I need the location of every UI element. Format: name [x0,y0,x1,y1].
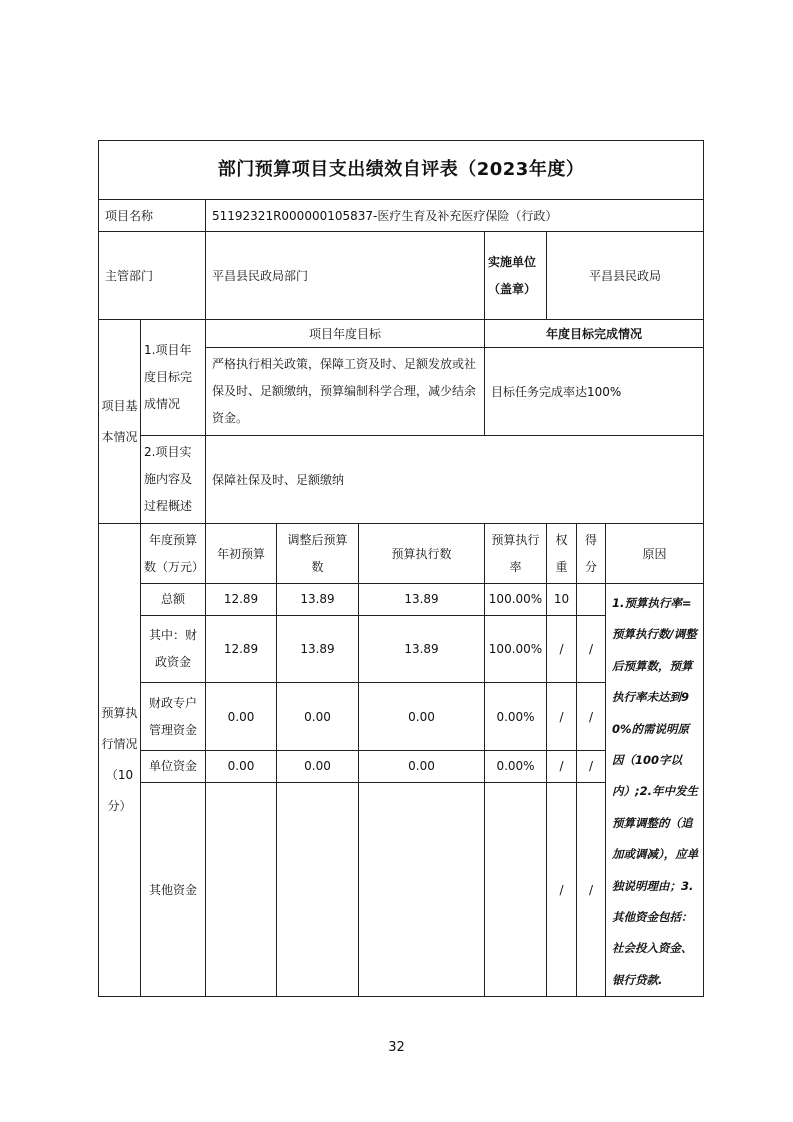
row-label-fiscal: 其中：财政资金 [141,615,206,683]
content-label: 2.项目实施内容及过程概述 [141,436,206,524]
header-executed: 预算执行数 [359,524,485,584]
other-weight: / [547,782,577,997]
target-text: 严格执行相关政策，保障工资及时、足额发放或社保及时、足额缴纳，预算编制科学合理，减少结余资金。 [206,348,485,436]
fiscal-executed: 13.89 [359,615,485,683]
header-weight: 权重 [547,524,577,584]
unit-weight: / [547,751,577,783]
content-text: 保障社保及时、足额缴纳 [206,436,704,524]
special-weight: / [547,683,577,751]
budget-section-label: 预算执行情况（10分） [99,524,141,997]
project-name-value: 51192321R000000105837-医疗生育及补充医疗保险（行政） [206,200,704,232]
other-executed [359,782,485,997]
page-number: 32 [388,1040,405,1055]
basic-section-label: 项目基本情况 [99,320,141,524]
unit-adjusted: 0.00 [277,751,359,783]
fiscal-score: / [577,615,606,683]
project-name-label: 项目名称 [99,200,206,232]
fiscal-adjusted: 13.89 [277,615,359,683]
impl-unit-value: 平昌县民政局 [547,232,704,320]
row-label-other: 其他资金 [141,782,206,997]
fiscal-weight: / [547,615,577,683]
total-score [577,584,606,616]
special-executed: 0.00 [359,683,485,751]
header-rate: 预算执行率 [485,524,547,584]
col-target-header: 项目年度目标 [206,320,485,348]
header-initial: 年初预算 [206,524,277,584]
special-initial: 0.00 [206,683,277,751]
row-label-total: 总额 [141,584,206,616]
other-initial [206,782,277,997]
special-rate: 0.00% [485,683,547,751]
reason-text: 1.预算执行率=预算执行数/调整后预算数，预算执行率未达到90%的需说明原因（100字以内）;2.年中发生预算调整的（追加或调减），应单独说明理由；3.其他资金包括：社会投入资金、银行贷款. [606,584,704,997]
header-score: 得分 [577,524,606,584]
completion-text: 目标任务完成率达100% [485,348,704,436]
unit-score: / [577,751,606,783]
fiscal-initial: 12.89 [206,615,277,683]
header-annual: 年度预算数（万元） [141,524,206,584]
department-value: 平昌县民政局部门 [206,232,485,320]
other-score: / [577,782,606,997]
performance-table [98,140,704,997]
row-label-unit: 单位资金 [141,751,206,783]
impl-unit-label: 实施单位（盖章） [485,232,547,320]
target-label: 1.项目年度目标完成情况 [141,320,206,436]
other-adjusted [277,782,359,997]
unit-rate: 0.00% [485,751,547,783]
unit-initial: 0.00 [206,751,277,783]
total-executed: 13.89 [359,584,485,616]
other-rate [485,782,547,997]
total-adjusted: 13.89 [277,584,359,616]
total-rate: 100.00% [485,584,547,616]
total-weight: 10 [547,584,577,616]
page-title: 部门预算项目支出绩效自评表（2023年度） [99,141,704,200]
header-adjusted: 调整后预算数 [277,524,359,584]
col-completion-header: 年度目标完成情况 [485,320,704,348]
special-score: / [577,683,606,751]
special-adjusted: 0.00 [277,683,359,751]
department-label: 主管部门 [99,232,206,320]
total-initial: 12.89 [206,584,277,616]
unit-executed: 0.00 [359,751,485,783]
row-label-special: 财政专户管理资金 [141,683,206,751]
fiscal-rate: 100.00% [485,615,547,683]
header-reason: 原因 [606,524,704,584]
